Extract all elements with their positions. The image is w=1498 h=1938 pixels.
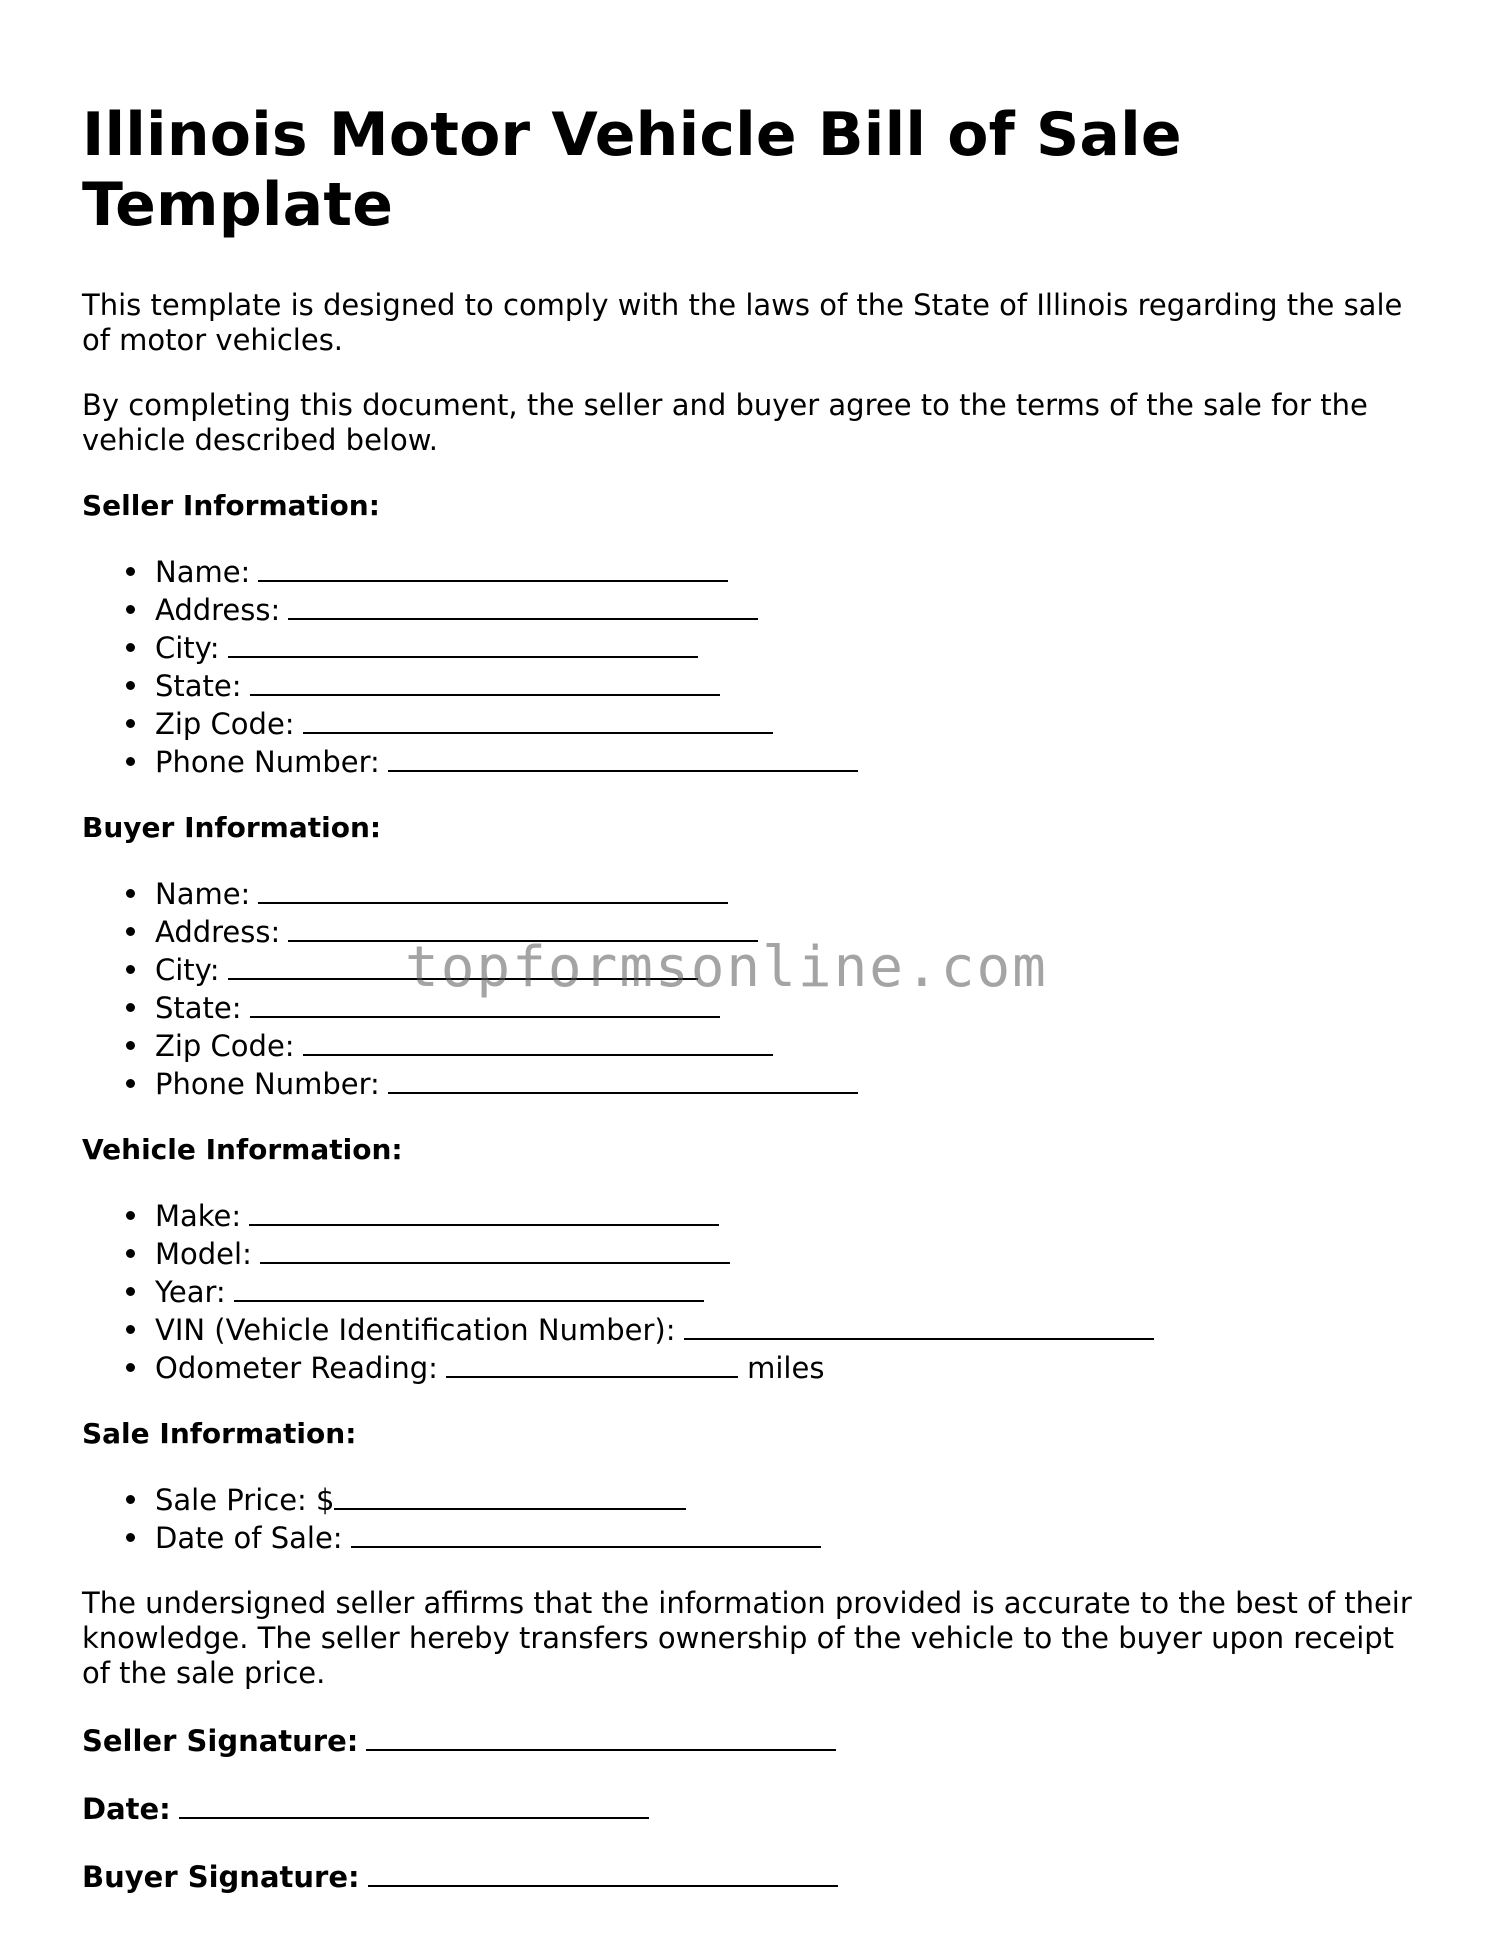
signature-label: Seller Signature:	[82, 1724, 359, 1758]
buyer-signature-blank[interactable]	[368, 1857, 838, 1887]
vehicle-odometer-field	[155, 1348, 1422, 1386]
field-label: Address:	[155, 915, 281, 949]
buyer-zip-field	[155, 1026, 1422, 1064]
signature-label: Date:	[82, 1792, 171, 1826]
closing-affirmation: The undersigned seller affirms that the information provided is accurate to the best of their knowledge. The seller hereby transfers ownership of the vehicle to the buyer upon receipt of the sale price.	[82, 1586, 1412, 1690]
sale-field-list	[82, 1480, 1422, 1556]
field-label: Phone Number:	[155, 1067, 380, 1101]
seller-name-field	[155, 552, 1422, 590]
sale-section-heading: Sale Information:	[82, 1417, 357, 1450]
vehicle-make-field	[155, 1196, 1422, 1234]
seller-city-field	[155, 628, 1422, 666]
intro-paragraph-agreement: By completing this document, the seller and buyer agree to the terms of the sale for the vehicle described below.	[82, 388, 1368, 457]
vehicle-odometer-blank[interactable]	[446, 1348, 738, 1378]
field-label: Address:	[155, 593, 281, 627]
document-title: Illinois Motor Vehicle Bill of Sale Template	[82, 100, 1182, 240]
seller-signature-line	[82, 1721, 1422, 1759]
seller-field-list	[82, 552, 1422, 780]
buyer-signature-line	[82, 1857, 1422, 1895]
seller-zip-blank[interactable]	[303, 704, 773, 734]
field-label: Phone Number:	[155, 745, 380, 779]
buyer-name-field	[155, 874, 1422, 912]
seller-city-blank[interactable]	[228, 628, 698, 658]
field-label: State:	[155, 991, 242, 1025]
signature-date-blank[interactable]	[179, 1789, 649, 1819]
buyer-phone-field	[155, 1064, 1422, 1102]
sale-date-field	[155, 1518, 1422, 1556]
vehicle-make-blank[interactable]	[249, 1196, 719, 1226]
vehicle-model-field	[155, 1234, 1422, 1272]
vehicle-field-list	[82, 1196, 1422, 1386]
buyer-phone-blank[interactable]	[388, 1064, 858, 1094]
field-label: VIN (Vehicle Identification Number):	[155, 1313, 676, 1347]
seller-address-blank[interactable]	[288, 590, 758, 620]
field-label: City:	[155, 953, 220, 987]
buyer-name-blank[interactable]	[258, 874, 728, 904]
sale-date-blank[interactable]	[351, 1518, 821, 1548]
odometer-unit: miles	[747, 1351, 825, 1385]
seller-state-blank[interactable]	[250, 666, 720, 696]
vehicle-model-blank[interactable]	[260, 1234, 730, 1264]
seller-phone-field	[155, 742, 1422, 780]
field-label: City:	[155, 631, 220, 665]
seller-signature-blank[interactable]	[366, 1721, 836, 1751]
field-label: Zip Code:	[155, 1029, 295, 1063]
vehicle-year-field	[155, 1272, 1422, 1310]
sale-price-field	[155, 1480, 1422, 1518]
intro-paragraph-compliance: This template is designed to comply with the laws of the State of Illinois regarding the sale of motor vehicles.	[82, 288, 1403, 357]
vehicle-vin-field	[155, 1310, 1422, 1348]
vehicle-section-heading: Vehicle Information:	[82, 1133, 403, 1166]
seller-zip-field	[155, 704, 1422, 742]
seller-phone-blank[interactable]	[388, 742, 858, 772]
field-label: Date of Sale:	[155, 1521, 343, 1555]
vehicle-year-blank[interactable]	[234, 1272, 704, 1302]
buyer-section-heading: Buyer Information:	[82, 811, 382, 844]
seller-name-blank[interactable]	[258, 552, 728, 582]
seller-address-field	[155, 590, 1422, 628]
field-label: Sale Price: $	[155, 1483, 335, 1517]
vehicle-vin-blank[interactable]	[684, 1310, 1154, 1340]
seller-state-field	[155, 666, 1422, 704]
field-label: Make:	[155, 1199, 242, 1233]
field-label: Name:	[155, 555, 251, 589]
field-label: Zip Code:	[155, 707, 295, 741]
field-label: Year:	[155, 1275, 226, 1309]
signature-date-line	[82, 1789, 1422, 1827]
seller-section-heading: Seller Information:	[82, 489, 380, 522]
field-label: Odometer Reading:	[155, 1351, 438, 1385]
buyer-zip-blank[interactable]	[303, 1026, 773, 1056]
field-label: State:	[155, 669, 242, 703]
field-label: Model:	[155, 1237, 252, 1271]
sale-price-blank[interactable]	[334, 1480, 686, 1510]
signature-label: Buyer Signature:	[82, 1860, 360, 1894]
watermark-text: topformsonline.com	[405, 935, 1048, 1000]
field-label: Name:	[155, 877, 251, 911]
